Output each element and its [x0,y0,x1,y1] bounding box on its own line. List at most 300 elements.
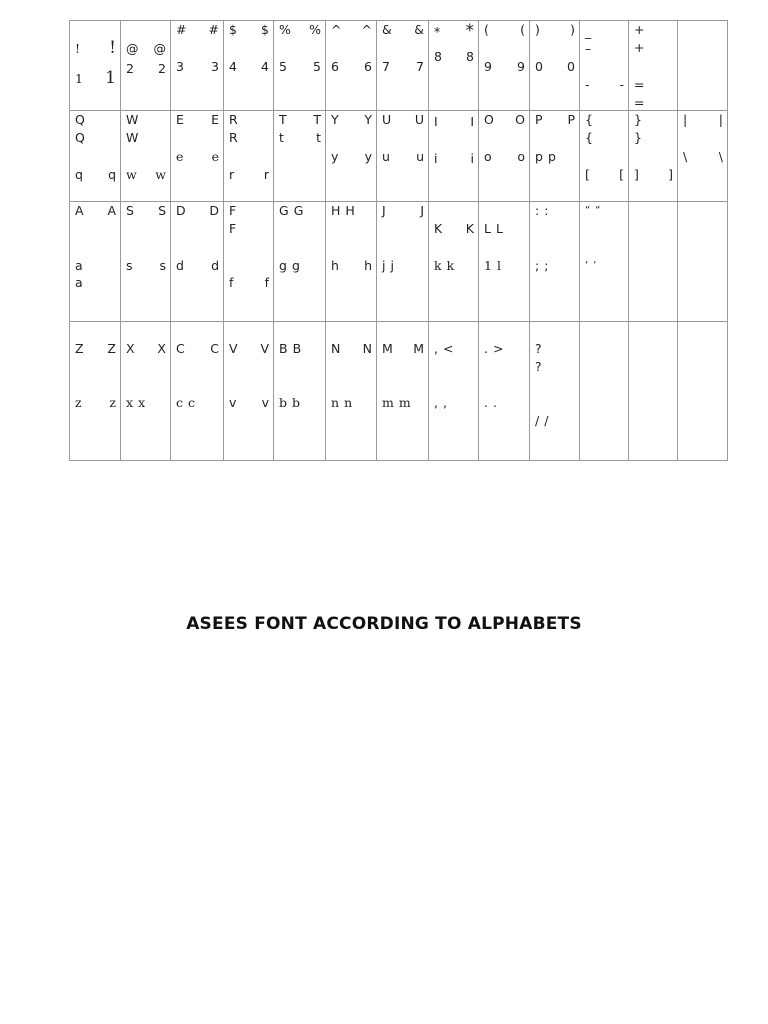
cell-line [634,167,673,182]
glyph: J [382,203,386,218]
table-cell [224,322,274,461]
cell-line [229,395,269,410]
cell-line [229,59,269,74]
glyph: E [211,112,219,127]
cell-line [126,61,166,76]
cell-line [585,41,624,56]
table-cell [479,21,530,111]
glyph: E [176,112,184,127]
glyph: z [75,395,82,410]
glyph: M [382,341,393,356]
table-cell [629,322,678,461]
glyph: 5 [279,59,287,74]
glyph: : [535,203,540,218]
table-row [70,202,728,322]
glyph: R [229,130,238,145]
page-heading: ASEES FONT ACCORDING TO ALPHABETS [186,614,582,634]
cell-line [229,167,269,182]
table-cell [530,202,580,322]
table-cell [171,322,224,461]
glyph: - [619,77,624,92]
glyph: S [158,203,166,218]
cell-line [634,77,673,92]
glyph: b [292,395,301,410]
glyph: M [413,341,424,356]
table-cell [678,202,728,322]
glyph: 6 [364,59,372,74]
cell-line [535,22,575,37]
glyph: W [126,130,139,145]
glyph: B [292,341,302,356]
glyph: a [75,275,83,290]
glyph: j [382,258,386,273]
table-cell [580,21,629,111]
table-cell [377,21,429,111]
glyph: p [535,149,543,164]
glyph: C [210,341,219,356]
cell-line [126,258,166,273]
cell-line [484,341,525,356]
glyph: ‘ [593,260,597,271]
glyph: U [414,112,424,127]
cell-line [229,130,269,145]
glyph: k [434,258,442,273]
glyph: _ [585,24,592,39]
cell-line [634,95,673,110]
glyph: ^ [331,22,342,37]
table-cell [274,21,326,111]
glyph: Y [331,112,339,127]
cell-line [279,395,321,410]
cell-line [634,130,673,145]
cell-line [229,341,269,356]
table-cell [479,322,530,461]
cell-line [434,49,474,64]
glyph: Q [75,112,85,127]
cell-line [126,167,166,182]
glyph: & [414,22,424,37]
glyph: H [345,203,355,218]
cell-line [382,258,424,273]
cell-line [585,167,624,182]
glyph: k [446,258,455,273]
cell-line [75,341,116,356]
cell-line [126,112,166,127]
glyph: w [155,167,166,182]
glyph: I [470,114,474,129]
cell-line [75,38,116,58]
glyph: ) [535,22,540,37]
table-cell [629,202,678,322]
glyph: # [176,22,187,37]
cell-line [535,203,575,218]
table-cell [580,322,629,461]
cell-line [434,341,474,356]
glyph: 7 [382,59,390,74]
glyph: 7 [416,59,424,74]
glyph: D [176,203,186,218]
cell-line [279,258,321,273]
table-cell [429,322,479,461]
glyph: h [364,258,372,273]
glyph: + [634,40,645,55]
glyph: o [517,149,525,164]
cell-line [585,203,624,218]
glyph: ‘ [585,260,589,271]
glyph: = [634,77,645,92]
table-row [70,21,728,111]
cell-line [535,149,575,164]
table-cell [70,111,121,202]
cell-line [484,59,525,74]
cell-line [176,395,219,410]
table-cell [479,202,530,322]
table-cell [274,111,326,202]
glyph: q [75,167,83,182]
glyph: 9 [517,59,525,74]
table-cell [224,111,274,202]
cell-line [176,149,219,164]
cell-line [382,59,424,74]
glyph: m [382,395,394,410]
glyph: < [442,341,454,356]
cell-line [176,258,219,273]
glyph: v [229,395,237,410]
glyph: K [434,221,443,236]
glyph: V [229,341,238,356]
glyph: g [291,258,300,273]
cell-line [75,395,116,410]
cell-line [331,149,372,164]
cell-line [126,203,166,218]
cell-line [382,149,424,164]
cell-line [331,395,372,410]
table-cell [429,111,479,202]
glyph: m [398,395,411,410]
glyph: : [544,203,549,218]
glyph: | [683,112,688,127]
cell-line [126,130,166,145]
glyph: “ [595,205,601,216]
glyph: 3 [211,59,219,74]
glyph: c [188,395,196,410]
glyph: / [544,413,549,428]
glyph: F [229,203,237,218]
glyph: ^ [361,22,372,37]
cell-line [126,41,166,56]
glyph: C [176,341,185,356]
glyph: X [126,341,135,356]
glyph: w [126,167,137,182]
table-cell [121,322,171,461]
glyph: G [279,203,289,218]
glyph: O [484,112,494,127]
glyph: % [279,22,291,37]
glyph: { [585,130,593,145]
glyph: , [442,395,447,410]
glyph: e [211,149,219,164]
cell-line [535,258,575,273]
table-cell [326,111,377,202]
glyph: U [382,112,392,127]
glyph: 4 [261,59,269,74]
glyph: $ [229,22,237,37]
cell-line [279,22,321,37]
cell-line [331,22,372,37]
cell-line [434,151,474,166]
glyph: . [484,395,488,410]
glyph: “ [585,205,591,216]
table-cell [678,322,728,461]
glyph: g [279,258,287,273]
glyph: b [279,395,288,410]
glyph: 4 [229,59,237,74]
table-cell [171,202,224,322]
table-cell [326,202,377,322]
glyph: N [331,341,341,356]
cell-line [229,112,269,127]
glyph: f [264,275,269,290]
glyph: 8 [466,49,474,64]
glyph: T [313,112,321,127]
glyph: ! [75,41,81,56]
table-cell [429,21,479,111]
cell-line [382,22,424,37]
table-cell [274,202,326,322]
glyph: P [535,112,543,127]
glyph: L [484,221,491,236]
glyph: ! [109,38,116,58]
cell-line [484,112,525,127]
glyph: u [416,149,424,164]
cell-line [484,395,525,410]
glyph: { [585,112,593,127]
cell-line [382,203,424,218]
cell-line [75,258,116,273]
cell-line [585,130,624,145]
cell-line [382,112,424,127]
glyph: f [229,275,234,290]
glyph: u [382,149,390,164]
cell-line [229,275,269,290]
cell-line [176,22,219,37]
cell-line [75,130,116,145]
table-cell [377,202,429,322]
glyph: V [260,341,269,356]
cell-line [382,341,424,356]
table-cell [121,111,171,202]
cell-line [176,112,219,127]
glyph: i [434,151,438,166]
cell-line [75,68,116,88]
glyph: J [420,203,424,218]
glyph: ; [544,258,549,273]
cell-line [75,112,116,127]
cell-line [279,203,321,218]
cell-line [535,112,575,127]
glyph: 2 [126,61,134,76]
cell-line [484,258,525,273]
glyph: G [293,203,304,218]
table-cell [580,111,629,202]
glyph: # [208,22,219,37]
glyph: , [434,341,438,356]
glyph: } [634,130,642,145]
cell-line [279,341,321,356]
cell-line [683,112,723,127]
glyph: ? [535,359,542,374]
glyph: \ [683,149,688,164]
cell-line [434,114,474,129]
cell-line [585,112,624,127]
glyph: Q [75,130,85,145]
table-cell [629,111,678,202]
glyph: n [344,395,353,410]
cell-line [585,24,624,39]
glyph: y [331,149,339,164]
glyph: * [465,21,474,41]
glyph: & [382,22,392,37]
glyph: [ [585,167,590,182]
glyph: d [176,258,184,273]
glyph: = [634,95,645,110]
glyph: – [585,41,592,56]
cell-line [434,21,474,41]
glyph: F [229,221,237,236]
cell-line [126,341,166,356]
table-cell [530,21,580,111]
table-cell [224,21,274,111]
cell-line [434,395,474,410]
glyph: \ [718,149,723,164]
glyph: A [75,203,84,218]
cell-line [176,341,219,356]
glyph: > [492,341,504,356]
cell-line [535,359,575,374]
glyph: 0 [535,59,543,74]
cell-line [75,203,116,218]
glyph: ) [570,22,575,37]
glyph: t [316,130,321,145]
glyph: l [496,258,501,273]
cell-line [382,395,424,410]
cell-line [484,221,525,236]
glyph: 0 [567,59,575,74]
cell-line [229,203,269,218]
table-cell [224,202,274,322]
cell-line [484,22,525,37]
glyph: S [126,203,134,218]
glyph: I [434,114,438,129]
glyph: ] [668,167,673,182]
cell-line [75,275,116,290]
glyph: | [718,112,723,127]
glyph: ? [535,341,542,356]
glyph: 9 [484,59,492,74]
glyph: 2 [158,61,166,76]
glyph: 8 [434,49,442,64]
glyph: p [547,149,556,164]
cell-line [585,258,624,273]
cell-line [279,112,321,127]
glyph: 1 [105,68,116,88]
glyph: K [465,221,474,236]
glyph: W [126,112,139,127]
glyph: / [535,413,540,428]
glyph: y [364,149,372,164]
table-row [70,322,728,461]
glyph: O [515,112,525,127]
cell-line [535,341,575,356]
glyph: ( [520,22,525,37]
glyph: B [279,341,288,356]
glyph: o [484,149,492,164]
cell-line [75,167,116,182]
glyph: z [109,395,116,410]
table-cell [70,21,121,111]
table-cell [377,111,429,202]
cell-line [331,341,372,356]
glyph: ] [634,167,639,182]
glyph: R [229,112,238,127]
cell-line [176,59,219,74]
glyph: [ [619,167,624,182]
glyph: 1 [75,71,83,86]
glyph: D [209,203,219,218]
cell-line [634,40,673,55]
glyph: j [390,258,394,273]
glyph: ; [535,258,540,273]
table-row [70,111,728,202]
glyph: e [176,149,184,164]
cell-line [279,59,321,74]
cell-line [126,395,166,410]
table-cell [70,322,121,461]
glyph: Z [107,341,116,356]
cell-line [434,221,474,236]
table-cell [70,202,121,322]
glyph: q [108,167,116,182]
glyph: 6 [331,59,339,74]
glyph: c [176,395,184,410]
glyph: 1 [484,258,492,273]
glyph: T [279,112,287,127]
table-cell [530,111,580,202]
glyph: Z [75,341,84,356]
glyph: - [585,77,590,92]
glyph: h [331,258,339,273]
glyph: $ [261,22,269,37]
cell-line [229,221,269,236]
glyph: 5 [313,59,321,74]
glyph: . [484,341,488,356]
table-cell [171,111,224,202]
glyph: , [434,395,438,410]
glyph: @ [153,41,166,56]
cell-line [535,413,575,428]
cell-line [634,22,673,37]
cell-line [484,149,525,164]
table-cell [678,21,728,111]
glyph: } [634,112,642,127]
cell-line [585,77,624,92]
glyph: s [159,258,166,273]
cell-line [535,59,575,74]
table-cell [678,111,728,202]
table-cell [377,322,429,461]
glyph: A [107,203,116,218]
glyph: 3 [176,59,184,74]
